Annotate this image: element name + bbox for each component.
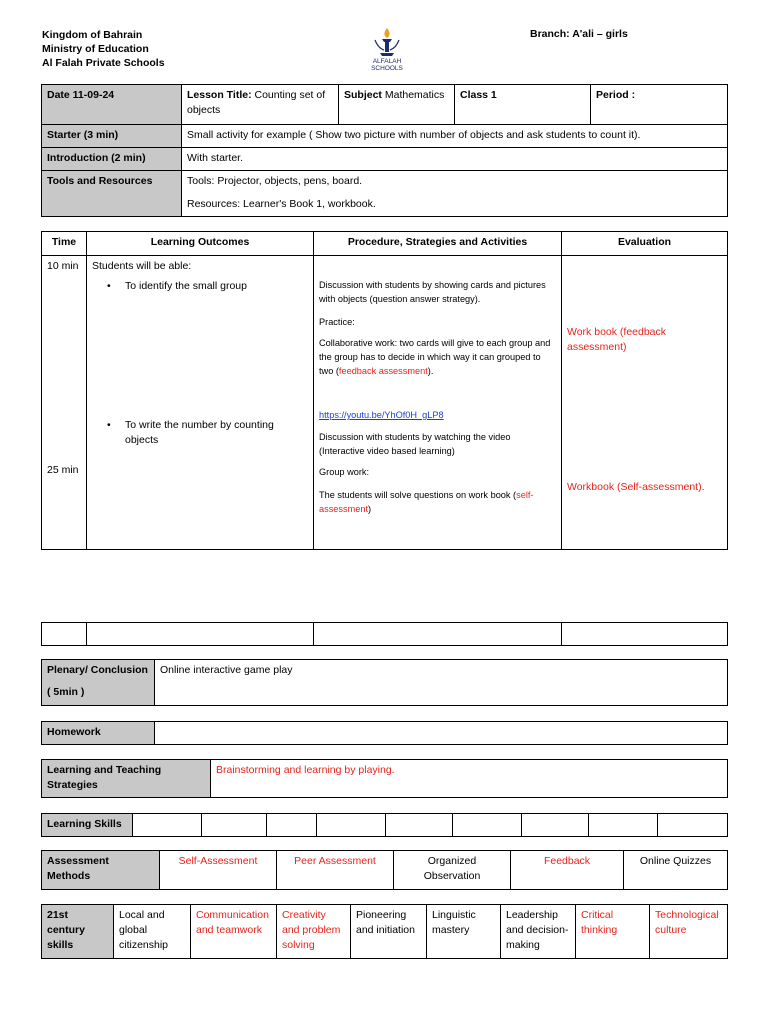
procedure-collaborative: Collaborative work: two cards will give to each group and the group has to decide in which way it can grouped to two (feedback assessment). [319,338,551,376]
torch-logo-icon [362,26,412,58]
lesson-title-value: Counting set of objects [187,89,326,116]
homework-table [41,721,728,745]
header-school: Al Falah Private Schools [42,57,165,69]
learning-skills-label: Learning Skills [42,814,133,837]
skill-critical-thinking: Critical thinking [576,905,650,959]
outcomes-cell [87,256,314,550]
branch-label: Branch: A'ali – girls [530,28,628,40]
subject-cell: Subject Mathematics [339,85,455,125]
subject-value: Mathematics [381,89,445,101]
video-link[interactable]: https://youtu.be/YhOf0H_gLP8 [319,410,444,420]
school-logo [362,26,412,70]
strategies-text: Brainstorming and learning by playing. [211,760,728,798]
skill-pioneering: Pioneering and initiation [351,905,427,959]
assessment-self: Self-Assessment [160,851,277,890]
bullet-icon: • [107,280,111,292]
plenary-label-cell [42,660,155,706]
outcome-1: To identify the small group [125,280,247,292]
skill-communication: Communication and teamwork [191,905,277,959]
resources-text: Resources: Learner's Book 1, workbook. [187,198,376,210]
plenary-duration: ( 5min ) [47,686,85,698]
homework-label: Homework [42,722,155,745]
assessment-peer: Peer Assessment [277,851,394,890]
evaluation-1: Work book (feedback assessment) [567,326,667,353]
plenary-label: Plenary/ Conclusion [47,664,148,676]
strategies-table [41,759,728,798]
group-work-label: Group work: [319,467,370,477]
procedure-discussion: Discussion with students by showing cards and pictures with objects (question answer strategy). [319,280,546,304]
header-kingdom: Kingdom of Bahrain [42,29,143,41]
skill-creativity: Creativity and problem solving [277,905,351,959]
feedback-assessment-text: feedback assessment [338,366,428,376]
lesson-title-cell: Lesson Title: Counting set of objects [182,85,339,125]
plenary-text: Online interactive game play [155,660,728,706]
tools-text: Tools: Projector, objects, pens, board. [187,175,363,187]
skill-linguistic: Linguistic mastery [427,905,501,959]
starter-text: Small activity for example ( Show two picture with number of objects and ask students to count it). [182,125,728,148]
strategies-label: Learning and Teaching Strategies [42,760,211,798]
tools-cell [182,171,728,217]
class-cell: Class 1 [455,85,591,125]
col-header-time: Time [42,232,87,256]
tools-label: Tools and Resources [42,171,182,217]
outcomes-intro: Students will be able: [92,260,192,272]
assessment-observation: Organized Observation [394,851,511,890]
evaluation-cell [562,256,728,550]
lesson-plan-table [41,231,728,550]
logo-caption: ALFALAH SCHOOLS [371,58,403,72]
intro-text: With starter. [182,148,728,171]
evaluation-2: Workbook (Self-assessment). [567,481,705,493]
assessment-feedback: Feedback [511,851,624,890]
starter-label: Starter (3 min) [42,125,182,148]
procedure-video: Discussion with students by watching the video (Interactive video based learning) [319,432,511,456]
col-header-outcomes: Learning Outcomes [87,232,314,256]
procedure-workbook: The students will solve questions on work book (self-assessment) [319,490,534,514]
outcome-2: To write the number by counting objects [125,419,274,446]
plenary-table [41,659,728,706]
date-cell: Date 11-09-24 [42,85,182,125]
skill-technological: Technological culture [650,905,728,959]
self-assessment-text: self-assessment [319,490,534,514]
assessment-table [41,850,728,890]
assessment-quizzes: Online Quizzes [624,851,728,890]
century-skills-label: 21st century skills [42,905,114,959]
period-cell: Period : [591,85,728,125]
homework-text [155,722,728,745]
skill-leadership: Leadership and decision-making [501,905,576,959]
time-cell [42,256,87,550]
empty-plan-row [41,622,728,646]
assessment-label: Assessment Methods [42,851,160,890]
time-10: 10 min [47,260,79,272]
bullet-icon: • [107,419,111,431]
lesson-info-table [41,84,728,217]
intro-label: Introduction (2 min) [42,148,182,171]
practice-label: Practice: [319,317,355,327]
learning-skills-table [41,813,728,837]
col-header-procedure: Procedure, Strategies and Activities [314,232,562,256]
procedure-cell [314,256,562,550]
col-header-evaluation: Evaluation [562,232,728,256]
century-skills-table [41,904,728,959]
time-25: 25 min [47,464,79,476]
header-ministry: Ministry of Education [42,43,149,55]
skill-citizenship: Local and global citizenship [114,905,191,959]
school-header [42,28,165,70]
